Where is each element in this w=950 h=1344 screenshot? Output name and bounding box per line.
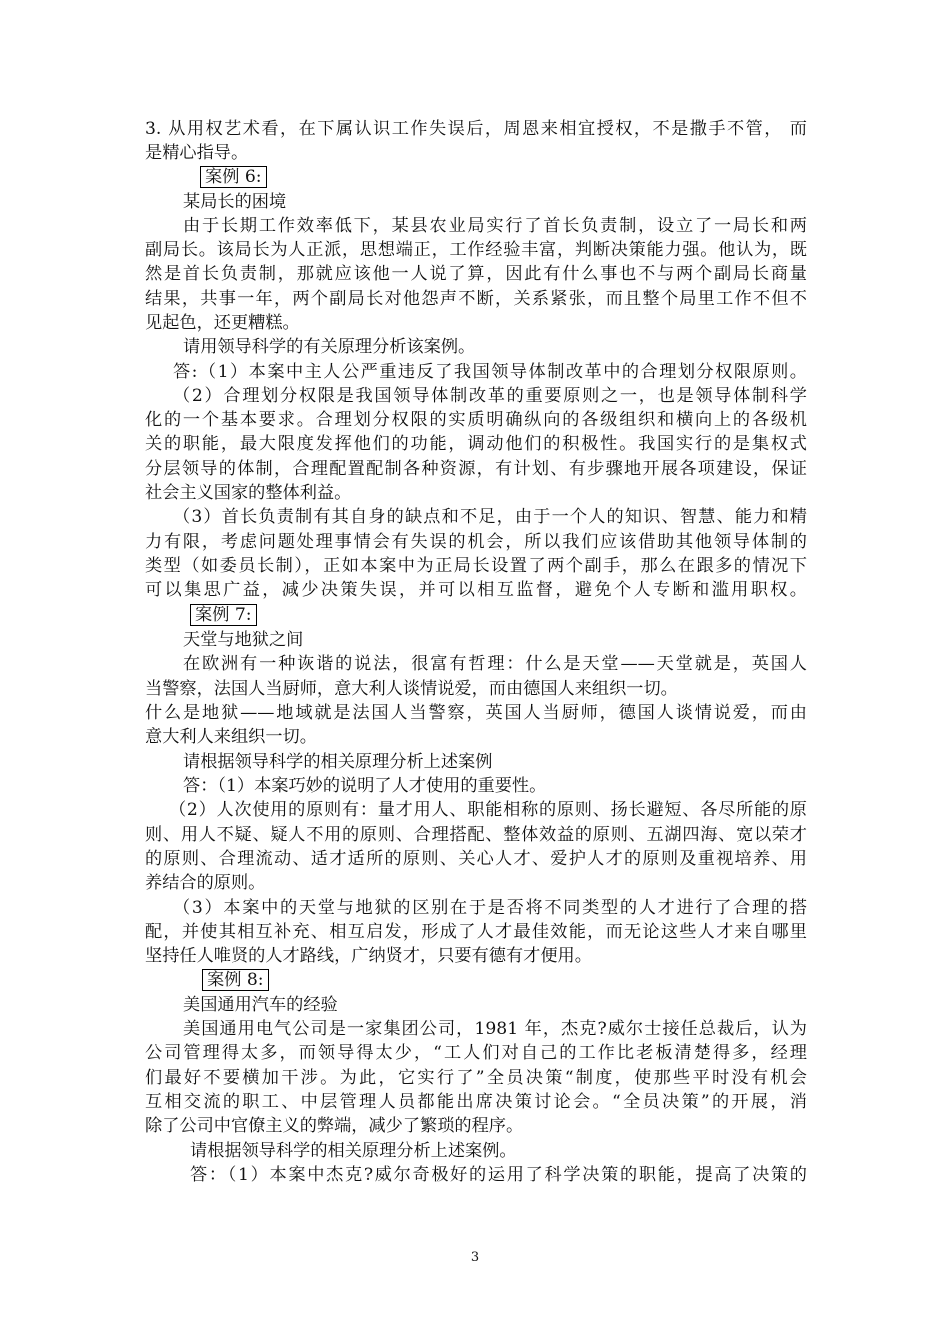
text-line: 某局长的困境	[183, 192, 287, 212]
case-label-box: 案例 6:	[200, 166, 267, 188]
text-line: 3. 从用权艺术看，在下属认识工作失误后，周恩来相宜授权，不是撒手不管， 而	[145, 119, 807, 139]
text-line: 请根据领导科学的相关原理分析上述案例	[183, 752, 493, 772]
text-line: 化的一个基本要求。合理划分权限的实质明确纵向的各级组织和横向上的各级机	[145, 410, 807, 430]
case-label	[202, 969, 807, 991]
text-line: 美国通用汽车的经验	[183, 995, 338, 1015]
text-line: 答：（1）本案中杰克?威尔奇极好的运用了科学决策的职能，提高了决策的	[190, 1165, 807, 1185]
case-label-box: 案例 7:	[190, 604, 257, 626]
text-line: 当警察，法国人当厨师，意大利人谈情说爱，而由德国人来组织一切。	[145, 679, 678, 699]
text-line: 养结合的原则。	[145, 873, 266, 893]
text-line: 则、用人不疑、疑人不用的原则、合理搭配、整体效益的原则、五湖四海、宽以荣才	[145, 825, 807, 845]
text-line: 公司管理得太多，而领导得太少，“工人们对自己的工作比老板清楚得多，经理	[145, 1043, 807, 1063]
text-line: 答：（1）本案巧妙的说明了人才使用的重要性。	[183, 776, 547, 796]
text-line: 请根据领导科学的相关原理分析上述案例。	[190, 1141, 517, 1161]
text-line: 在欧洲有一种诙谐的说法，很富有哲理：什么是天堂——天堂就是，英国人	[183, 654, 807, 674]
text-line: 坚持任人唯贤的人才路线，广纳贤才，只要有德有才便用。	[145, 946, 592, 966]
text-line: 美国通用电气公司是一家集团公司，1981 年，杰克?威尔士接任总裁后，认为	[183, 1019, 807, 1039]
text-line: （2）合理划分权限是我国领导体制改革的重要原则之一，也是领导体制科学	[173, 386, 807, 406]
text-line: 配，并使其相互补充、相互启发，形成了人才最佳效能，而无论这些人才来自哪里	[145, 922, 807, 942]
page-number: 3	[470, 1250, 480, 1265]
text-line: 可以集思广益，减少决策失误，并可以相互监督，避免个人专断和滥用职权。	[145, 580, 807, 600]
case-label	[200, 166, 807, 188]
text-line: （3）本案中的天堂与地狱的区别在于是否将不同类型的人才进行了合理的搭	[173, 898, 807, 918]
text-line: 力有限，考虑问题处理事情会有失误的机会，所以我们应该借助其他领导体制的	[145, 532, 807, 552]
text-line: 社会主义国家的整体利益。	[145, 483, 352, 503]
text-line: 类型（如委员长制），正如本案中为正局长设置了两个副手，那么在跟多的情况下	[145, 556, 807, 576]
text-line: 的原则、合理流动、适才适所的原则、关心人才、爱护人才的原则及重视培养、用	[145, 849, 807, 869]
case-label-box: 案例 8:	[202, 969, 269, 991]
text-line: 答:（1）本案中主人公严重违反了我国领导体制改革中的合理划分权限原则。	[173, 362, 807, 382]
text-line: 是精心指导。	[145, 143, 249, 163]
text-line: 请用领导科学的有关原理分析该案例。	[183, 337, 476, 357]
text-line: 然是首长负责制，那就应该他一人说了算，因此有什么事也不与两个副局长商量	[145, 264, 807, 284]
text-line: 天堂与地狱之间	[183, 630, 304, 650]
text-line: 见起色，还更糟糕。	[145, 313, 300, 333]
text-line: 结果，共事一年，两个副局长对他怨声不断，关系紧张，而且整个局里工作不但不	[145, 289, 807, 309]
text-line: 什么是地狱——地域就是法国人当警察，英国人当厨师，德国人谈情说爱，而由	[145, 703, 807, 723]
text-line: 除了公司中官僚主义的弊端，减少了繁琐的程序。	[145, 1116, 524, 1136]
text-line: （3）首长负责制有其自身的缺点和不足，由于一个人的知识、智慧、能力和精	[173, 507, 807, 527]
text-line: 分层领导的体制，合理配置配制各种资源，有计划、有步骤地开展各项建设，保证	[145, 459, 807, 479]
text-line: 由于长期工作效率低下，某县农业局实行了首长负责制，设立了一局长和两	[183, 216, 807, 236]
case-label	[190, 604, 807, 626]
text-line: 意大利人来组织一切。	[145, 727, 317, 747]
text-line: 关的职能，最大限度发挥他们的功能，调动他们的积极性。我国实行的是集权式	[145, 434, 807, 454]
text-line: 互相交流的职工、中层管理人员都能出席决策讨论会。“全员决策”的开展，消	[145, 1092, 807, 1112]
text-line: （2）人次使用的原则有：量才用人、职能相称的原则、扬长避短、各尽所能的原	[169, 800, 807, 820]
text-line: 副局长。该局长为人正派，思想端正，工作经验丰富，判断决策能力强。他认为，既	[145, 240, 807, 260]
text-line: 们最好不要横加干涉。为此，它实行了”全员决策“制度，使那些平时没有机会	[145, 1068, 807, 1088]
